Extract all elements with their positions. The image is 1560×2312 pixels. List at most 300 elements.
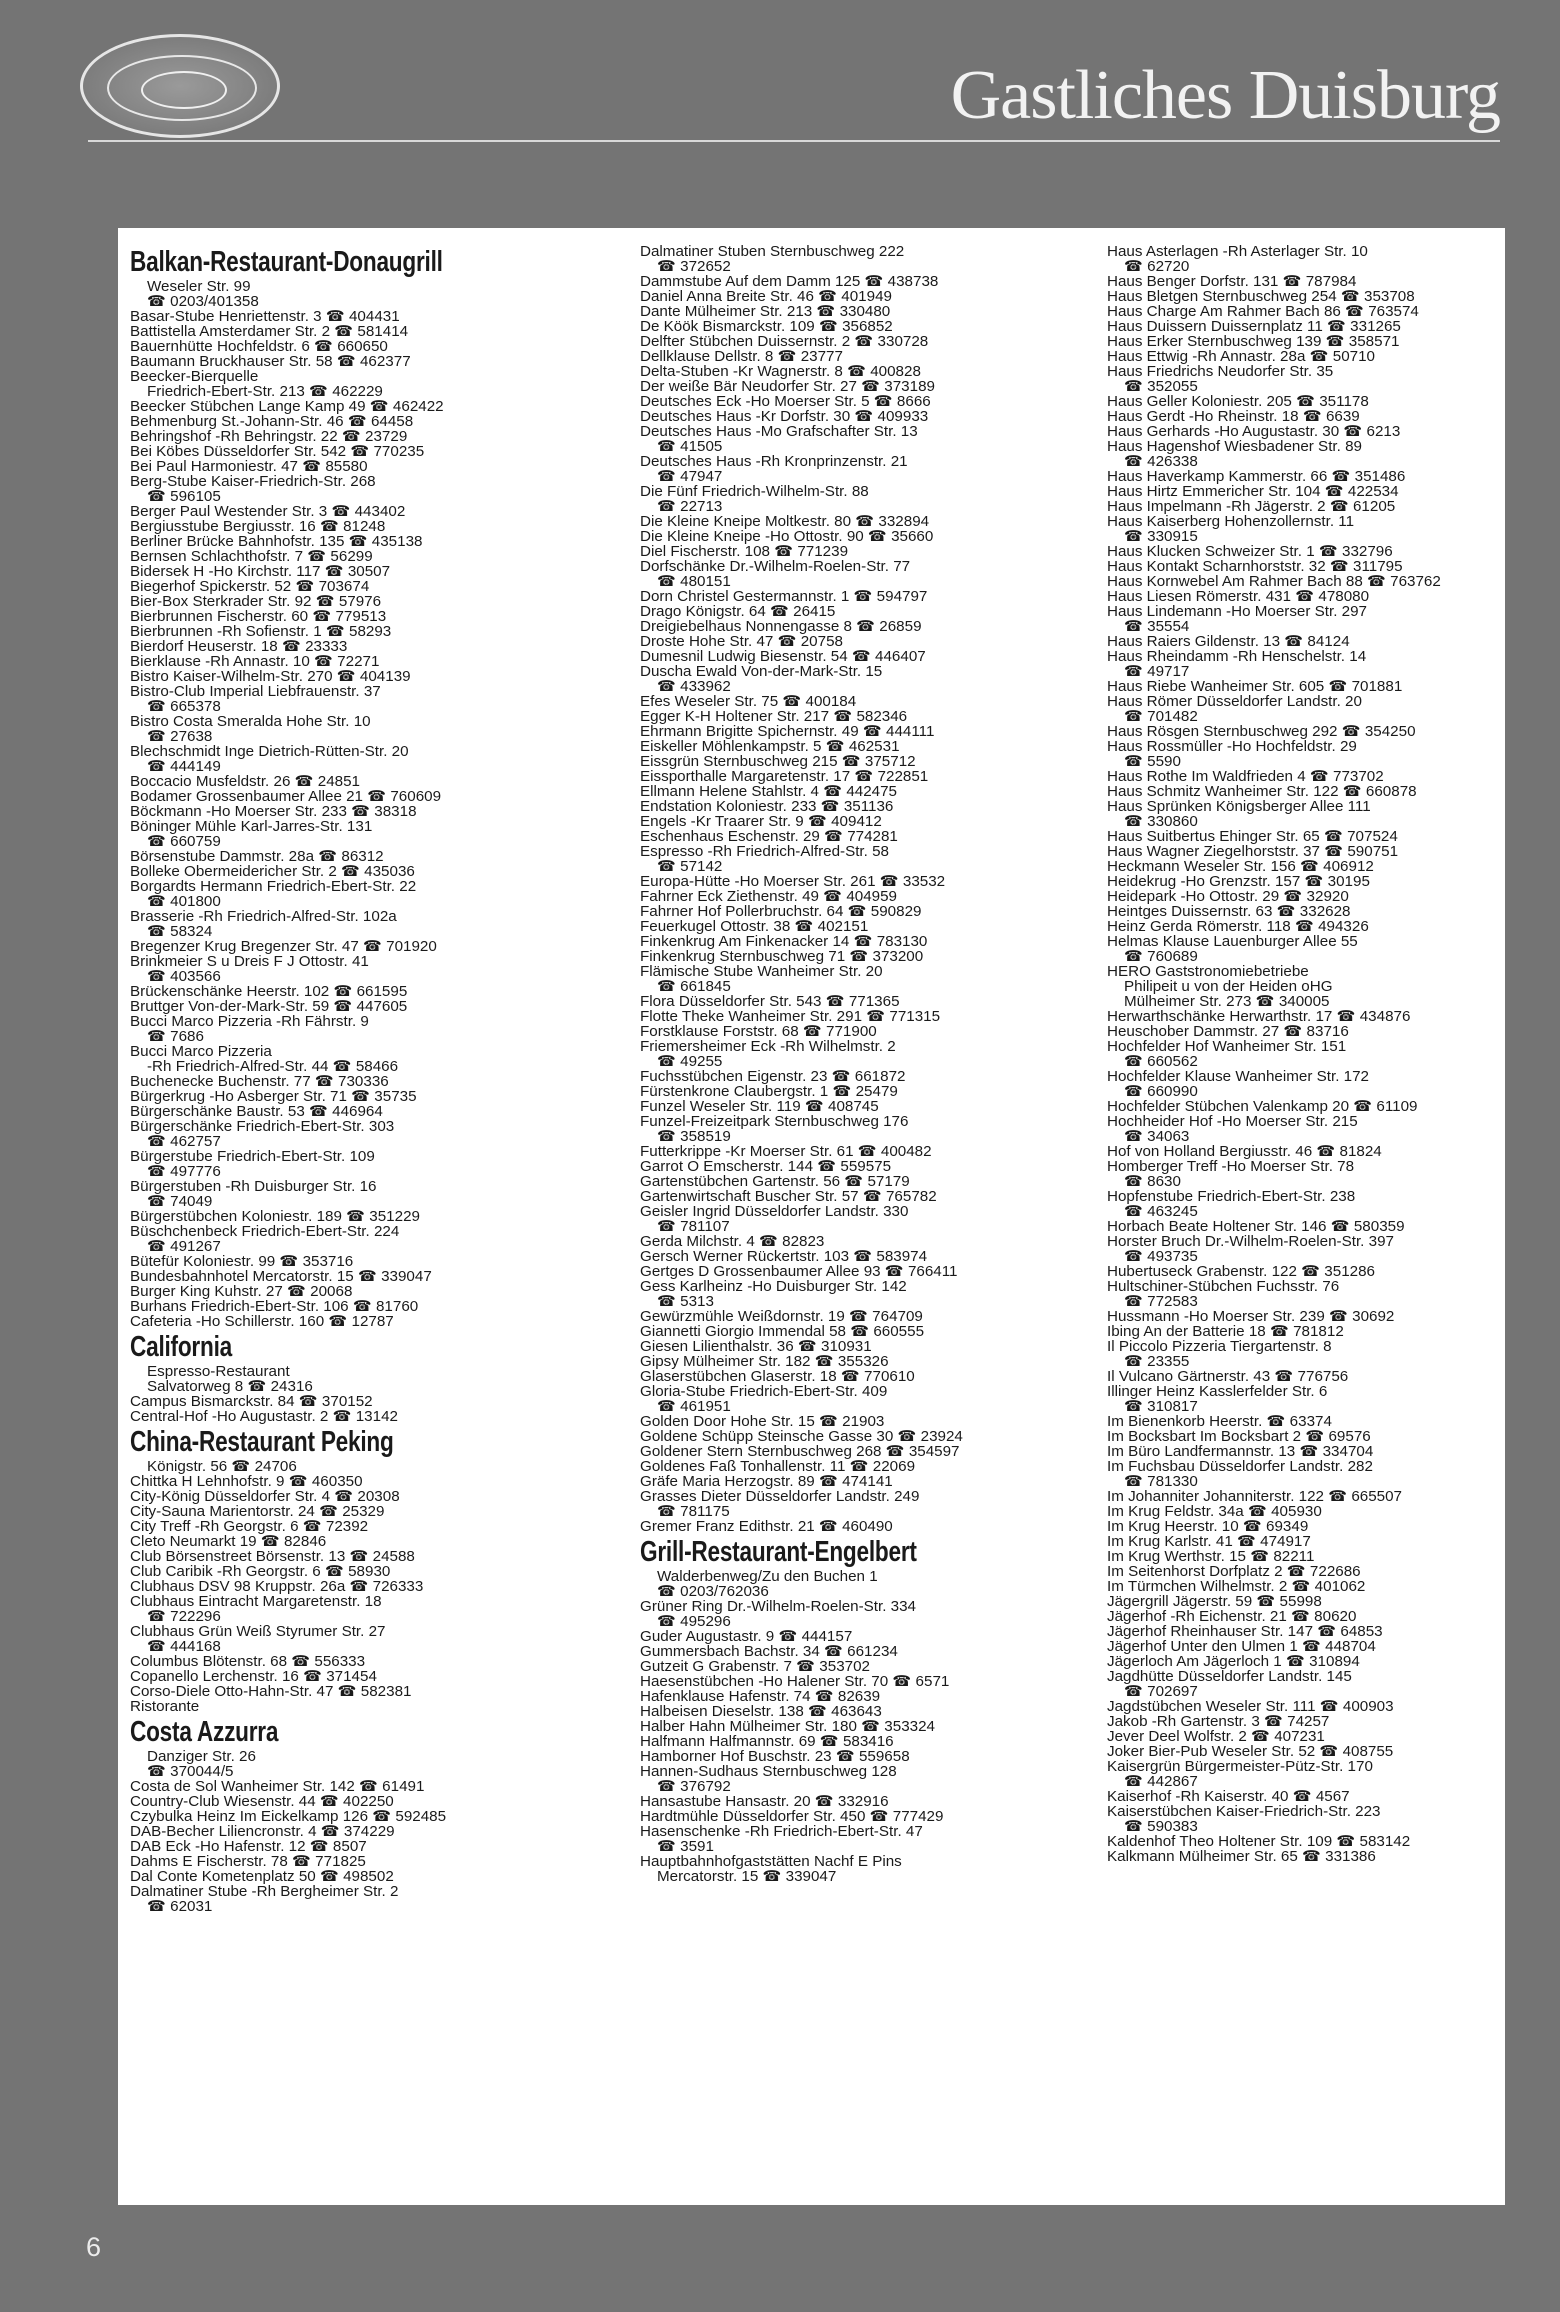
directory-entry: Club Börsenstreet Börsenstr. 13 ☎ 24588: [130, 1549, 415, 1564]
directory-entry: Costa de Sol Wanheimer Str. 142 ☎ 61491: [130, 1779, 425, 1794]
directory-entry: Friemersheimer Eck -Rh Wilhelmstr. 2: [640, 1039, 896, 1054]
page-number: 6: [86, 2232, 102, 2262]
directory-entry: Eissgrün Sternbuschweg 215 ☎ 375712: [640, 754, 916, 769]
directory-entry: Bürgerschänke Baustr. 53 ☎ 446964: [130, 1104, 383, 1119]
directory-entry: Im Krug Feldstr. 34a ☎ 405930: [1107, 1504, 1322, 1519]
directory-entry: Hasenschenke -Rh Friedrich-Ebert-Str. 47: [640, 1824, 923, 1839]
directory-entry: Droste Hohe Str. 47 ☎ 20758: [640, 634, 843, 649]
directory-entry: Friedrich-Ebert-Str. 213 ☎ 462229: [147, 384, 383, 399]
directory-entry: Börsenstube Dammstr. 28a ☎ 86312: [130, 849, 384, 864]
directory-entry: Flämische Stube Wanheimer Str. 20: [640, 964, 883, 979]
directory-entry: Goldene Schüpp Steinsche Gasse 30 ☎ 23924: [640, 1429, 963, 1444]
directory-entry: Funzel Weseler Str. 119 ☎ 408745: [640, 1099, 879, 1114]
directory-entry: Bierklause -Rh Annastr. 10 ☎ 72271: [130, 654, 380, 669]
directory-entry: Haus Liesen Römerstr. 431 ☎ 478080: [1107, 589, 1370, 604]
directory-entry: ☎ 660990: [1124, 1084, 1198, 1099]
directory-entry: Boccacio Musfeldstr. 26 ☎ 24851: [130, 774, 360, 789]
directory-entry: Buchenecke Buchenstr. 77 ☎ 730336: [130, 1074, 389, 1089]
directory-entry: Borgardts Hermann Friedrich-Ebert-Str. 22: [130, 879, 417, 894]
directory-entry: Jägergrill Jägerstr. 59 ☎ 55998: [1107, 1594, 1322, 1609]
directory-entry: Heuschober Dammstr. 27 ☎ 83716: [1107, 1024, 1349, 1039]
directory-entry: Gutzeit G Grabenstr. 7 ☎ 353702: [640, 1659, 870, 1674]
directory-entry: ☎ 702697: [1124, 1684, 1198, 1699]
directory-entry: Haus Schmitz Wanheimer Str. 122 ☎ 660878: [1107, 784, 1417, 799]
directory-entry: Il Piccolo Pizzeria Tiergartenstr. 8: [1107, 1339, 1332, 1354]
directory-entry: Berg-Stube Kaiser-Friedrich-Str. 268: [130, 474, 376, 489]
directory-entry: Im Büro Landfermannstr. 13 ☎ 334704: [1107, 1444, 1374, 1459]
directory-entry: Flora Düsseldorfer Str. 543 ☎ 771365: [640, 994, 900, 1009]
directory-entry: Espresso -Rh Friedrich-Alfred-Str. 58: [640, 844, 889, 859]
directory-entry: Philipeit u von der Heiden oHG: [1124, 979, 1333, 994]
directory-entry: ☎ 8630: [1124, 1174, 1181, 1189]
directory-entry: Behringshof -Rh Behringstr. 22 ☎ 23729: [130, 429, 408, 444]
directory-entry: Funzel-Freizeitpark Sternbuschweg 176: [640, 1114, 909, 1129]
directory-entry: Haus Kornwebel Am Rahmer Bach 88 ☎ 763762: [1107, 574, 1441, 589]
directory-heading: Grill-Restaurant-Engelbert: [640, 1536, 917, 1568]
directory-entry: ☎ 461951: [657, 1399, 731, 1414]
directory-entry: ☎ 22713: [657, 499, 723, 514]
directory-entry: Bistro Costa Smeralda Hohe Str. 10: [130, 714, 371, 729]
directory-entry: Goldenes Faß Tonhallenstr. 11 ☎ 22069: [640, 1459, 916, 1474]
directory-entry: ☎ 62031: [147, 1899, 213, 1914]
directory-entry: Halbeisen Dieselstr. 138 ☎ 463643: [640, 1704, 882, 1719]
directory-entry: Gräfe Maria Herzogstr. 89 ☎ 474141: [640, 1474, 893, 1489]
directory-entry: Dumesnil Ludwig Biesenstr. 54 ☎ 446407: [640, 649, 926, 664]
directory-entry: ☎ 3591: [657, 1839, 714, 1854]
directory-entry: Daniel Anna Breite Str. 46 ☎ 401949: [640, 289, 892, 304]
directory-entry: Hafenklause Hafenstr. 74 ☎ 82639: [640, 1689, 881, 1704]
directory-entry: Bistro Kaiser-Wilhelm-Str. 270 ☎ 404139: [130, 669, 411, 684]
directory-entry: Büschchenbeck Friedrich-Ebert-Str. 224: [130, 1224, 400, 1239]
directory-entry: Mercatorstr. 15 ☎ 339047: [657, 1869, 837, 1884]
directory-entry: Heintges Duissernstr. 63 ☎ 332628: [1107, 904, 1351, 919]
directory-entry: Burger King Kuhstr. 27 ☎ 20068: [130, 1284, 353, 1299]
directory-entry: Haesenstübchen -Ho Halener Str. 70 ☎ 6571: [640, 1674, 950, 1689]
directory-entry: Hultschiner-Stübchen Fuchsstr. 76: [1107, 1279, 1340, 1294]
directory-entry: Haus Ettwig -Rh Annastr. 28a ☎ 50710: [1107, 349, 1375, 364]
directory-entry: Bucci Marco Pizzeria: [130, 1044, 272, 1059]
directory-entry: Hochfelder Stübchen Valenkamp 20 ☎ 61109: [1107, 1099, 1418, 1114]
directory-entry: ☎ 49717: [1124, 664, 1190, 679]
directory-entry: Jägerhof Rheinhauser Str. 147 ☎ 64853: [1107, 1624, 1383, 1639]
directory-entry: ☎ 57142: [657, 859, 723, 874]
directory-entry: ☎ 5590: [1124, 754, 1181, 769]
directory-entry: Jever Deel Wolfstr. 2 ☎ 407231: [1107, 1729, 1325, 1744]
directory-entry: Dante Mülheimer Str. 213 ☎ 330480: [640, 304, 891, 319]
directory-entry: Feuerkugel Ottostr. 38 ☎ 402151: [640, 919, 869, 934]
directory-entry: Hannen-Sudhaus Sternbuschweg 128: [640, 1764, 897, 1779]
directory-entry: Bundesbahnhotel Mercatorstr. 15 ☎ 339047: [130, 1269, 432, 1284]
directory-entry: Haus Hagenshof Wiesbadener Str. 89: [1107, 439, 1362, 454]
directory-entry: Bierbrunnen -Rh Sofienstr. 1 ☎ 58293: [130, 624, 392, 639]
directory-entry: ☎ 433962: [657, 679, 731, 694]
directory-entry: Berliner Brücke Bahnhofstr. 135 ☎ 435138: [130, 534, 423, 549]
directory-entry: Giesen Lilienthalstr. 36 ☎ 310931: [640, 1339, 872, 1354]
directory-entry: Diel Fischerstr. 108 ☎ 771239: [640, 544, 849, 559]
directory-entry: Im Seitenhorst Dorfplatz 2 ☎ 722686: [1107, 1564, 1361, 1579]
directory-entry: Jagdhütte Düsseldorfer Landstr. 145: [1107, 1669, 1352, 1684]
directory-entry: ☎ 426338: [1124, 454, 1198, 469]
directory-entry: Haus Haverkamp Kammerstr. 66 ☎ 351486: [1107, 469, 1406, 484]
directory-entry: Bergiusstube Bergiusstr. 16 ☎ 81248: [130, 519, 386, 534]
directory-entry: Kaiserhof -Rh Kaiserstr. 40 ☎ 4567: [1107, 1789, 1350, 1804]
directory-entry: Bierdorf Heuserstr. 18 ☎ 23333: [130, 639, 348, 654]
directory-entry: Grasses Dieter Düsseldorfer Landstr. 249: [640, 1489, 920, 1504]
directory-entry: ☎ 23355: [1124, 1354, 1190, 1369]
directory-entry: Eschenhaus Eschenstr. 29 ☎ 774281: [640, 829, 898, 844]
directory-entry: Hochfelder Hof Wanheimer Str. 151: [1107, 1039, 1347, 1054]
directory-entry: ☎ 444168: [147, 1639, 221, 1654]
directory-entry: Salvatorweg 8 ☎ 24316: [147, 1379, 313, 1394]
directory-entry: ☎ 27638: [147, 729, 213, 744]
directory-entry: City-König Düsseldorfer Str. 4 ☎ 20308: [130, 1489, 400, 1504]
directory-entry: ☎ 74049: [147, 1194, 213, 1209]
directory-entry: Die Kleine Kneipe Moltkestr. 80 ☎ 332894: [640, 514, 930, 529]
directory-entry: Danziger Str. 26: [147, 1749, 256, 1764]
directory-entry: -Rh Friedrich-Alfred-Str. 44 ☎ 58466: [147, 1059, 399, 1074]
directory-entry: ☎ 772583: [1124, 1294, 1198, 1309]
directory-entry: Gertges D Grossenbaumer Allee 93 ☎ 766411: [640, 1264, 958, 1279]
directory-entry: ☎ 62720: [1124, 259, 1190, 274]
directory-entry: Halfmann Halfmannstr. 69 ☎ 583416: [640, 1734, 894, 1749]
directory-entry: Gartenstübchen Gartenstr. 56 ☎ 57179: [640, 1174, 910, 1189]
directory-entry: Bistro-Club Imperial Liebfrauenstr. 37: [130, 684, 381, 699]
directory-entry: Im Fuchsbau Düsseldorfer Landstr. 282: [1107, 1459, 1373, 1474]
directory-entry: ☎ 491267: [147, 1239, 221, 1254]
directory-entry: Beecker-Bierquelle: [130, 369, 259, 384]
directory-entry: Clubhaus DSV 98 Kruppstr. 26a ☎ 726333: [130, 1579, 424, 1594]
directory-entry: Hochfelder Klause Wanheimer Str. 172: [1107, 1069, 1369, 1084]
directory-entry: Deutsches Haus -Kr Dorfstr. 30 ☎ 409933: [640, 409, 929, 424]
directory-entry: Bodamer Grossenbaumer Allee 21 ☎ 760609: [130, 789, 442, 804]
directory-heading: Balkan-Restaurant-Donaugrill: [130, 246, 443, 278]
directory-entry: Eiskeller Möhlenkampstr. 5 ☎ 462531: [640, 739, 900, 754]
directory-entry: Illinger Heinz Kasslerfelder Str. 6: [1107, 1384, 1328, 1399]
directory-entry: Bei Paul Harmoniestr. 47 ☎ 85580: [130, 459, 368, 474]
directory-entry: Kalkmann Mülheimer Str. 65 ☎ 331386: [1107, 1849, 1376, 1864]
page-header-title: Gastliches Duisburg: [950, 57, 1500, 134]
directory-entry: Ehrmann Brigitte Spichernstr. 49 ☎ 444111: [640, 724, 935, 739]
directory-entry: Haus Rösgen Sternbuschweg 292 ☎ 354250: [1107, 724, 1416, 739]
directory-entry: Gloria-Stube Friedrich-Ebert-Str. 409: [640, 1384, 888, 1399]
directory-entry: Heidekrug -Ho Grenzstr. 157 ☎ 30195: [1107, 874, 1370, 889]
directory-entry: Bürgerstübchen Koloniestr. 189 ☎ 351229: [130, 1209, 420, 1224]
directory-entry: Europa-Hütte -Ho Moerser Str. 261 ☎ 33532: [640, 874, 946, 889]
directory-entry: DAB Eck -Ho Hafenstr. 12 ☎ 8507: [130, 1839, 367, 1854]
directory-entry: Engels -Kr Traarer Str. 9 ☎ 409412: [640, 814, 882, 829]
directory-entry: Dellklause Dellstr. 8 ☎ 23777: [640, 349, 843, 364]
directory-entry: Delfter Stübchen Duissernstr. 2 ☎ 330728: [640, 334, 929, 349]
directory-entry: Haus Charge Am Rahmer Bach 86 ☎ 763574: [1107, 304, 1419, 319]
directory-entry: ☎ 497776: [147, 1164, 221, 1179]
directory-entry: Futterkrippe -Kr Moerser Str. 61 ☎ 400482: [640, 1144, 932, 1159]
directory-entry: ☎ 376792: [657, 1779, 731, 1794]
directory-entry: ☎ 7686: [147, 1029, 204, 1044]
directory-entry: Hamborner Hof Buschstr. 23 ☎ 559658: [640, 1749, 910, 1764]
directory-entry: Hauptbahnhofgaststätten Nachf E Pins: [640, 1854, 902, 1869]
directory-entry: Basar-Stube Henriettenstr. 3 ☎ 404431: [130, 309, 400, 324]
directory-entry: Egger K-H Holtener Str. 217 ☎ 582346: [640, 709, 908, 724]
restaurant-plate-logo-icon: [80, 34, 280, 138]
directory-entry: Haus Kontakt Scharnhorststr. 32 ☎ 311795: [1107, 559, 1403, 574]
directory-heading: California: [130, 1331, 232, 1363]
directory-entry: Haus Friedrichs Neudorfer Str. 35: [1107, 364, 1334, 379]
directory-entry: ☎ 660562: [1124, 1054, 1198, 1069]
directory-entry: Mülheimer Str. 273 ☎ 340005: [1124, 994, 1330, 1009]
directory-entry: ☎ 480151: [657, 574, 731, 589]
directory-entry: Gummersbach Bachstr. 34 ☎ 661234: [640, 1644, 898, 1659]
directory-entry: ☎ 41505: [657, 439, 723, 454]
directory-entry: Heinz Gerda Römerstr. 118 ☎ 494326: [1107, 919, 1369, 934]
directory-entry: Haus Rothe Im Waldfrieden 4 ☎ 773702: [1107, 769, 1384, 784]
directory-entry: Finkenkrug Sternbuschweg 71 ☎ 373200: [640, 949, 924, 964]
directory-entry: Espresso-Restaurant: [147, 1364, 290, 1379]
directory-entry: Fuchsstübchen Eigenstr. 23 ☎ 661872: [640, 1069, 906, 1084]
directory-entry: Brasserie -Rh Friedrich-Alfred-Str. 102a: [130, 909, 397, 924]
directory-entry: Bürgerstube Friedrich-Ebert-Str. 109: [130, 1149, 375, 1164]
directory-entry: Grüner Ring Dr.-Wilhelm-Roelen-Str. 334: [640, 1599, 916, 1614]
directory-entry: Haus Rossmüller -Ho Hochfeldstr. 29: [1107, 739, 1357, 754]
directory-entry: Brückenschänke Heerstr. 102 ☎ 661595: [130, 984, 408, 999]
directory-entry: Geisler Ingrid Düsseldorfer Landstr. 330: [640, 1204, 909, 1219]
directory-entry: ☎ 401800: [147, 894, 221, 909]
directory-entry: Gipsy Mülheimer Str. 182 ☎ 355326: [640, 1354, 889, 1369]
directory-entry: Hopfenstube Friedrich-Ebert-Str. 238: [1107, 1189, 1356, 1204]
directory-entry: Bidersek H -Ho Kirchstr. 117 ☎ 30507: [130, 564, 391, 579]
directory-entry: Königstr. 56 ☎ 24706: [147, 1459, 297, 1474]
directory-entry: Haus Lindemann -Ho Moerser Str. 297: [1107, 604, 1368, 619]
directory-entry: Böckmann -Ho Moerser Str. 233 ☎ 38318: [130, 804, 417, 819]
directory-entry: ☎ 358519: [657, 1129, 731, 1144]
directory-entry: Club Caribik -Rh Georgstr. 6 ☎ 58930: [130, 1564, 391, 1579]
directory-entry: ☎ 0203/401358: [147, 294, 259, 309]
directory-entry: Forstklause Forststr. 68 ☎ 771900: [640, 1024, 877, 1039]
directory-entry: ☎ 5313: [657, 1294, 714, 1309]
directory-entry: Haus Raiers Gildenstr. 13 ☎ 84124: [1107, 634, 1350, 649]
directory-entry: Böninger Mühle Karl-Jarres-Str. 131: [130, 819, 373, 834]
directory-entry: ☎ 781175: [657, 1504, 730, 1519]
directory-entry: Cafeteria -Ho Schillerstr. 160 ☎ 12787: [130, 1314, 394, 1329]
directory-entry: Berger Paul Westender Str. 3 ☎ 443402: [130, 504, 406, 519]
directory-entry: Haus Impelmann -Rh Jägerstr. 2 ☎ 61205: [1107, 499, 1396, 514]
directory-entry: Im Johanniter Johanniterstr. 122 ☎ 665507: [1107, 1489, 1403, 1504]
directory-entry: Biegerhof Spickerstr. 52 ☎ 703674: [130, 579, 370, 594]
directory-entry: Haus Suitbertus Ehinger Str. 65 ☎ 707524: [1107, 829, 1398, 844]
directory-entry: Jägerhof -Rh Eichenstr. 21 ☎ 80620: [1107, 1609, 1357, 1624]
directory-entry: Delta-Stuben -Kr Wagnerstr. 8 ☎ 400828: [640, 364, 921, 379]
directory-entry: Haus Duissern Duissernplatz 11 ☎ 331265: [1107, 319, 1401, 334]
directory-entry: ☎ 463245: [1124, 1204, 1198, 1219]
directory-entry: ☎ 760689: [1124, 949, 1198, 964]
directory-entry: Haus Bletgen Sternbuschweg 254 ☎ 353708: [1107, 289, 1415, 304]
directory-entry: ☎ 596105: [147, 489, 221, 504]
directory-entry: DAB-Becher Liliencronstr. 4 ☎ 374229: [130, 1824, 395, 1839]
directory-entry: ☎ 0203/762036: [657, 1584, 769, 1599]
directory-entry: ☎ 58324: [147, 924, 213, 939]
directory-entry: Ibing An der Batterie 18 ☎ 781812: [1107, 1324, 1344, 1339]
directory-entry: City-Sauna Marientorstr. 24 ☎ 25329: [130, 1504, 385, 1519]
directory-entry: Brinkmeier S u Dreis F J Ottostr. 41: [130, 954, 369, 969]
directory-entry: Gersch Werner Rückertstr. 103 ☎ 583974: [640, 1249, 928, 1264]
directory-entry: Copanello Lerchenstr. 16 ☎ 371454: [130, 1669, 377, 1684]
directory-entry: Dalmatiner Stuben Sternbuschweg 222: [640, 244, 905, 259]
directory-entry: ☎ 781330: [1124, 1474, 1198, 1489]
directory-entry: Jagdstübchen Weseler Str. 111 ☎ 400903: [1107, 1699, 1394, 1714]
directory-entry: Haus Erker Sternbuschweg 139 ☎ 358571: [1107, 334, 1400, 349]
directory-entry: Golden Door Hohe Str. 15 ☎ 21903: [640, 1414, 885, 1429]
directory-entry: Campus Bismarckstr. 84 ☎ 370152: [130, 1394, 373, 1409]
directory-entry: Eissporthalle Margaretenstr. 17 ☎ 722851: [640, 769, 929, 784]
directory-entry: Dal Conte Kometenplatz 50 ☎ 498502: [130, 1869, 394, 1884]
directory-entry: Im Bienenkorb Heerstr. ☎ 63374: [1107, 1414, 1332, 1429]
directory-entry: Deutsches Haus -Mo Grafschafter Str. 13: [640, 424, 918, 439]
directory-entry: Hussmann -Ho Moerser Str. 239 ☎ 30692: [1107, 1309, 1395, 1324]
directory-entry: Hardtmühle Düsseldorfer Str. 450 ☎ 777429: [640, 1809, 944, 1824]
directory-entry: Garrot O Emscherstr. 144 ☎ 559575: [640, 1159, 892, 1174]
directory-entry: Haus Asterlagen -Rh Asterlager Str. 10: [1107, 244, 1368, 259]
directory-entry: ☎ 665378: [147, 699, 221, 714]
directory-entry: HERO Gaststronomiebetriebe: [1107, 964, 1309, 979]
directory-entry: Der weiße Bär Neudorfer Str. 27 ☎ 373189: [640, 379, 935, 394]
directory-entry: Gewürzmühle Weißdornstr. 19 ☎ 764709: [640, 1309, 923, 1324]
directory-entry: Herwarthschänke Herwarthstr. 17 ☎ 434876: [1107, 1009, 1411, 1024]
directory-entry: Im Krug Werthstr. 15 ☎ 82211: [1107, 1549, 1315, 1564]
directory-entry: Columbus Blötenstr. 68 ☎ 556333: [130, 1654, 366, 1669]
directory-entry: Homberger Treff -Ho Moerser Str. 78: [1107, 1159, 1355, 1174]
directory-entry: ☎ 330860: [1124, 814, 1198, 829]
directory-entry: Cleto Neumarkt 19 ☎ 82846: [130, 1534, 327, 1549]
directory-entry: Blechschmidt Inge Dietrich-Rütten-Str. 20: [130, 744, 409, 759]
directory-entry: Haus Gerhards -Ho Augustastr. 30 ☎ 6213: [1107, 424, 1401, 439]
directory-entry: ☎ 352055: [1124, 379, 1198, 394]
directory-entry: Il Vulcano Gärtnerstr. 43 ☎ 776756: [1107, 1369, 1349, 1384]
directory-entry: Duscha Ewald Von-der-Mark-Str. 15: [640, 664, 883, 679]
directory-entry: Giannetti Giorgio Immendal 58 ☎ 660555: [640, 1324, 925, 1339]
directory-entry: Dorn Christel Gestermannstr. 1 ☎ 594797: [640, 589, 928, 604]
directory-entry: Gartenwirtschaft Buscher Str. 57 ☎ 765782: [640, 1189, 937, 1204]
directory-entry: Clubhaus Eintracht Margaretenstr. 18: [130, 1594, 382, 1609]
directory-entry: Bürgerschänke Friedrich-Ebert-Str. 303: [130, 1119, 395, 1134]
directory-entry: ☎ 372652: [657, 259, 731, 274]
directory-entry: Finkenkrug Am Finkenacker 14 ☎ 783130: [640, 934, 928, 949]
directory-entry: Horster Bruch Dr.-Wilhelm-Roelen-Str. 397: [1107, 1234, 1394, 1249]
directory-entry: Goldener Stern Sternbuschweg 268 ☎ 354597: [640, 1444, 960, 1459]
directory-entry: ☎ 310817: [1124, 1399, 1198, 1414]
directory-entry: Heckmann Weseler Str. 156 ☎ 406912: [1107, 859, 1374, 874]
directory-entry: ☎ 660759: [147, 834, 221, 849]
directory-entry: Bürgerstuben -Rh Duisburger Str. 16: [130, 1179, 377, 1194]
directory-entry: Bei Köbes Düsseldorfer Str. 542 ☎ 770235: [130, 444, 425, 459]
directory-entry: Bregenzer Krug Bregenzer Str. 47 ☎ 701920: [130, 939, 437, 954]
directory-entry: Bucci Marco Pizzeria -Rh Fährstr. 9: [130, 1014, 369, 1029]
directory-entry: Ellmann Helene Stahlstr. 4 ☎ 442475: [640, 784, 898, 799]
directory-column-1: [130, 244, 585, 1914]
directory-entry: Clubhaus Grün Weiß Styrumer Str. 27: [130, 1624, 386, 1639]
directory-entry: Kaiserstübchen Kaiser-Friedrich-Str. 223: [1107, 1804, 1381, 1819]
directory-entry: Bruttger Von-der-Mark-Str. 59 ☎ 447605: [130, 999, 408, 1014]
directory-entry: Hubertuseck Grabenstr. 122 ☎ 351286: [1107, 1264, 1375, 1279]
directory-entry: Deutsches Eck -Ho Moerser Str. 5 ☎ 8666: [640, 394, 931, 409]
directory-entry: Haus Römer Düsseldorfer Landstr. 20: [1107, 694, 1362, 709]
directory-entry: Die Kleine Kneipe -Ho Ottostr. 90 ☎ 35660: [640, 529, 934, 544]
directory-entry: Bütefür Koloniestr. 99 ☎ 353716: [130, 1254, 354, 1269]
directory-entry: Dreigiebelhaus Nonnengasse 8 ☎ 26859: [640, 619, 922, 634]
directory-entry: Fahrner Hof Pollerbruchstr. 64 ☎ 590829: [640, 904, 922, 919]
directory-entry: Dammstube Auf dem Damm 125 ☎ 438738: [640, 274, 939, 289]
directory-entry: Die Fünf Friedrich-Wilhelm-Str. 88: [640, 484, 869, 499]
directory-heading: Costa Azzurra: [130, 1716, 279, 1748]
directory-entry: Halber Hahn Mülheimer Str. 180 ☎ 353324: [640, 1719, 935, 1734]
directory-entry: ☎ 495296: [657, 1614, 731, 1629]
header-divider: [88, 140, 1500, 142]
directory-entry: De Köök Bismarckstr. 109 ☎ 356852: [640, 319, 893, 334]
directory-entry: ☎ 403566: [147, 969, 221, 984]
directory-entry: Burhans Friedrich-Ebert-Str. 106 ☎ 81760: [130, 1299, 419, 1314]
directory-entry: Endstation Koloniestr. 233 ☎ 351136: [640, 799, 894, 814]
directory-entry: Bernsen Schlachthofstr. 7 ☎ 56299: [130, 549, 373, 564]
directory-entry: Horbach Beate Holtener Str. 146 ☎ 580359: [1107, 1219, 1405, 1234]
directory-entry: ☎ 34063: [1124, 1129, 1190, 1144]
directory-entry: Im Türmchen Wilhelmstr. 2 ☎ 401062: [1107, 1579, 1366, 1594]
directory-entry: Haus Rheindamm -Rh Henschelstr. 14: [1107, 649, 1367, 664]
directory-entry: Haus Wagner Ziegelhorststr. 37 ☎ 590751: [1107, 844, 1399, 859]
directory-heading: China-Restaurant Peking: [130, 1426, 394, 1458]
directory-entry: Jägerloch Am Jägerloch 1 ☎ 310894: [1107, 1654, 1360, 1669]
directory-entry: Czybulka Heinz Im Eickelkamp 126 ☎ 592485: [130, 1809, 447, 1824]
directory-entry: Haus Klucken Schweizer Str. 1 ☎ 332796: [1107, 544, 1393, 559]
directory-entry: ☎ 590383: [1124, 1819, 1198, 1834]
directory-entry: Flotte Theke Wanheimer Str. 291 ☎ 771315: [640, 1009, 941, 1024]
directory-entry: ☎ 661845: [657, 979, 731, 994]
directory-column-3: [1107, 244, 1505, 1864]
directory-entry: Central-Hof -Ho Augustastr. 2 ☎ 13142: [130, 1409, 398, 1424]
directory-entry: Dahms E Fischerstr. 78 ☎ 771825: [130, 1854, 366, 1869]
directory-entry: Bauernhütte Hochfeldstr. 6 ☎ 660650: [130, 339, 388, 354]
directory-entry: Battistella Amsterdamer Str. 2 ☎ 581414: [130, 324, 409, 339]
directory-entry: ☎ 47947: [657, 469, 723, 484]
directory-entry: Haus Gerdt -Ho Rheinstr. 18 ☎ 6639: [1107, 409, 1360, 424]
directory-entry: Bürgerkrug -Ho Asberger Str. 71 ☎ 35735: [130, 1089, 417, 1104]
directory-entry: Dorfschänke Dr.-Wilhelm-Roelen-Str. 77: [640, 559, 911, 574]
directory-entry: ☎ 701482: [1124, 709, 1198, 724]
directory-entry: Corso-Diele Otto-Hahn-Str. 47 ☎ 582381: [130, 1684, 412, 1699]
directory-column-2: [640, 244, 1095, 1884]
directory-entry: Joker Bier-Pub Weseler Str. 52 ☎ 408755: [1107, 1744, 1394, 1759]
directory-entry: ☎ 722296: [147, 1609, 221, 1624]
directory-entry: ☎ 370044/5: [147, 1764, 234, 1779]
directory-entry: Haus Benger Dorfstr. 131 ☎ 787984: [1107, 274, 1357, 289]
directory-entry: Fürstenkrone Claubergstr. 1 ☎ 25479: [640, 1084, 898, 1099]
directory-entry: Ristorante: [130, 1699, 200, 1714]
directory-entry: Haus Sprünken Königsberger Allee 111: [1107, 799, 1371, 814]
directory-entry: Glaserstübchen Glaserstr. 18 ☎ 770610: [640, 1369, 915, 1384]
directory-entry: Dalmatiner Stube -Rh Bergheimer Str. 2: [130, 1884, 399, 1899]
directory-entry: Haus Geller Koloniestr. 205 ☎ 351178: [1107, 394, 1369, 409]
directory-entry: Haus Hirtz Emmericher Str. 104 ☎ 422534: [1107, 484, 1399, 499]
directory-entry: ☎ 442867: [1124, 1774, 1198, 1789]
directory-entry: ☎ 462757: [147, 1134, 221, 1149]
directory-entry: ☎ 35554: [1124, 619, 1190, 634]
directory-entry: Bolleke Obermeidericher Str. 2 ☎ 435036: [130, 864, 415, 879]
directory-entry: Im Krug Heerstr. 10 ☎ 69349: [1107, 1519, 1309, 1534]
directory-entry: Country-Club Wiesenstr. 44 ☎ 402250: [130, 1794, 394, 1809]
directory-entry: Gerda Milchstr. 4 ☎ 82823: [640, 1234, 825, 1249]
directory-entry: Bierbrunnen Fischerstr. 60 ☎ 779513: [130, 609, 387, 624]
directory-entry: Efes Weseler Str. 75 ☎ 400184: [640, 694, 857, 709]
directory-entry: Chittka H Lehnhofstr. 9 ☎ 460350: [130, 1474, 363, 1489]
directory-entry: Drago Königstr. 64 ☎ 26415: [640, 604, 836, 619]
directory-entry: ☎ 493735: [1124, 1249, 1198, 1264]
